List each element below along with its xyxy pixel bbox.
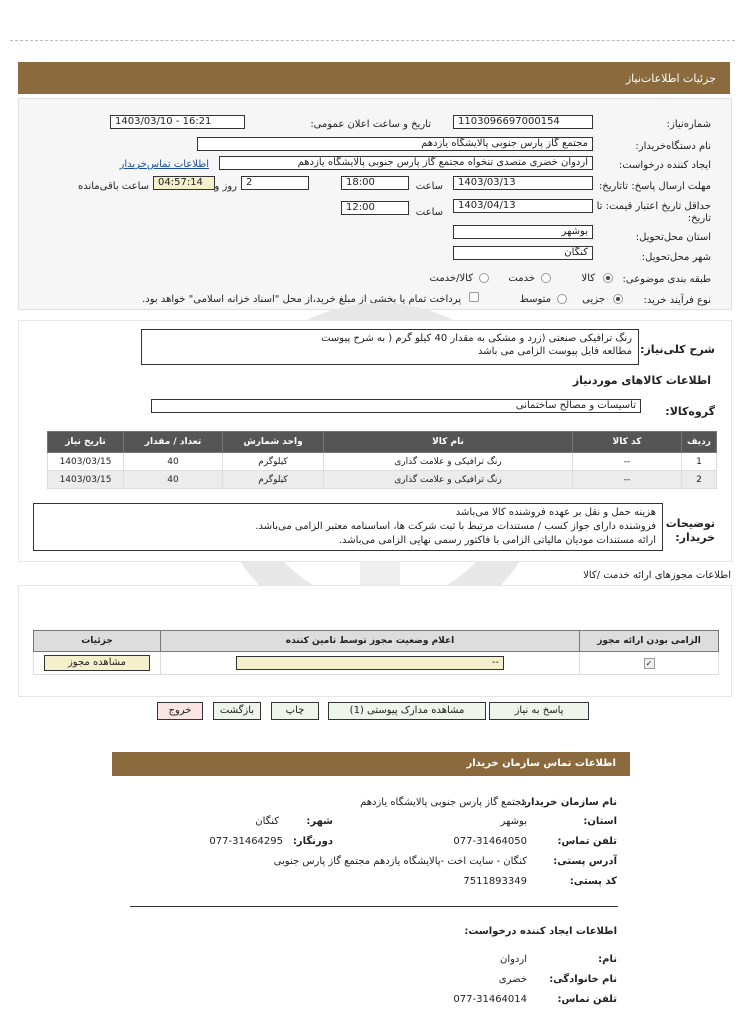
price-validity-label2: تاریخ: [687,213,711,224]
deadline-date-field: 1403/03/13 [453,176,593,190]
cell-unit: کیلوگرم [223,471,324,489]
buyer-notes-label: توضیحات [665,517,715,530]
city-field: کنگان [453,246,593,260]
contact-address-value: کنگان - سایت اخت -پالایشگاه یازدهم مجتمع گاز پارس جنوبی [273,856,527,867]
category-option-service: خدمت [508,273,535,284]
category-option-both: کالا/خدمت [429,273,473,284]
contact-header-title: اطلاعات تماس سازمان خریدار [466,758,616,769]
buyer-org-field: مجتمع گاز پارس جنوبی پالایشگاه یازدهم [197,137,593,151]
buyer-note-3: ارائه مستندات مودیان مالیاتی الزامی با فاکتور رسمی نهایی الزامی می‌باشد. [338,535,656,546]
page-title: جزئیات اطلاعات‌نیاز [625,72,716,85]
province-field: بوشهر [453,225,593,239]
permit-required-checkbox: ✓ [644,658,655,669]
need-number-field: 1103096697000154 [453,115,593,129]
permits-table [33,630,719,675]
contact-phone-value: 077-31464050 [453,836,527,847]
cell-unit: کیلوگرم [223,453,324,471]
announce-label: تاریخ و ساعت اعلان عمومی: [310,119,431,130]
need-info-panel [18,98,732,310]
process-radio-minor[interactable] [613,294,623,304]
price-validity-time-field: 12:00 [341,201,409,215]
permits-panel [18,585,732,697]
col-name: نام کالا [324,432,573,453]
creator-field: اردوان خضری متصدی تنخواه مجتمع گاز پارس جنوبی پالایشگاه یازدهم [219,156,593,170]
table-row [48,471,717,489]
col-unit: واحد شمارش [223,432,324,453]
col-code: کد کالا [573,432,682,453]
buyer-note-1: هزینه حمل و نقل بر عهده فروشنده کالا می‌باشد [455,507,656,518]
goods-table [47,431,717,489]
days-field: 2 [241,176,309,190]
province-label: استان محل‌تحویل: [635,232,711,243]
col-permit-details: جزئیات [34,631,161,652]
permits-table-header [34,631,719,652]
cell-row: 1 [682,453,717,471]
permit-status-field: -- [236,656,504,670]
cell-code: -- [573,471,682,489]
buyer-notes-label-2: خریدار: [675,531,715,544]
col-permit-required: الزامی بودن ارائه مجوز [580,631,719,652]
page-header [18,62,730,94]
summary-label: شرح کلی‌نیاز: [640,343,715,356]
creator-name-label: نام: [598,954,617,965]
back-button[interactable]: بازگشت [213,702,261,720]
category-radio-goods[interactable] [603,273,613,283]
contact-province-label: استان: [583,816,617,827]
creator-name-value: اردوان [499,954,527,965]
cell-name: رنگ ترافیکی و علامت گذاری [324,453,573,471]
contact-divider [130,906,618,907]
buyer-org-label: نام دستگاه‌خریدار: [635,141,711,152]
price-validity-time-label: ساعت [415,207,443,218]
creator-phone-label: تلفن تماس: [557,994,617,1005]
announce-field: 1403/03/10 - 16:21 [110,115,245,129]
creator-family-value: خضری [498,974,527,985]
goods-table-header [48,432,717,453]
deadline-time-field: 18:00 [341,176,409,190]
price-validity-date-field: 1403/04/13 [453,199,593,213]
cell-permit-required [580,652,719,675]
contact-header [112,752,630,776]
goods-group-field: تاسیسات و مصالح ساختمانی [151,399,641,413]
table-row [34,652,719,675]
summary-line-2: مطالعه فایل پیوست الزامی می باشد [477,346,632,357]
category-option-goods: کالا [581,273,595,284]
exit-button[interactable]: خروج [157,702,203,720]
reply-button[interactable]: پاسخ به نیاز [489,702,589,720]
contact-fax-label: دورنگار: [292,836,333,847]
goods-info-label: اطلاعات کالاهای موردنیاز [572,374,711,387]
contact-city-label: شهر: [306,816,333,827]
cell-date: 1403/03/15 [48,453,124,471]
contact-postal-label: کد پستی: [569,876,617,887]
process-option-minor: جزیی [582,294,605,305]
city-label: شهر محل‌تحویل: [641,252,711,263]
buyer-contact-link[interactable]: اطلاعات تماس‌خریدار [119,159,209,170]
price-validity-label: حداقل تاریخ اعتبار قیمت: تا [596,201,711,212]
cell-qty: 40 [124,471,223,489]
contact-address-label: آدرس پستی: [553,856,617,867]
goods-group-label: گروه‌کالا: [665,405,715,418]
col-permit-status: اعلام وضعیت مجوز توسط تامین کننده [161,631,580,652]
remaining-time-field: 04:57:14 [153,176,215,190]
cell-row: 2 [682,471,717,489]
category-radio-both[interactable] [479,273,489,283]
treasury-payment-note: پرداخت تمام یا بخشی از مبلغ خرید،از محل "اسناد خزانه اسلامی" خواهد بود. [142,294,461,305]
process-option-medium: متوسط [519,294,551,305]
contact-org-value: مجتمع گاز پارس جنوبی پالایشگاه یازدهم [360,797,527,808]
cell-permit-details [34,652,161,675]
print-button[interactable]: چاپ [271,702,319,720]
cell-qty: 40 [124,453,223,471]
cell-name: رنگ ترافیکی و علامت گذاری [324,471,573,489]
buyer-note-2: فروشنده دارای جواز کسب / مستندات مرتبط با ثبت شرکت ها، اساسنامه معتبر الزامی می‌باشد. [255,521,656,532]
contact-province-value: بوشهر [500,816,527,827]
deadline-time-label: ساعت [415,181,443,192]
top-divider [10,40,735,41]
creator-family-label: نام خانوادگی: [549,974,617,985]
remaining-label: ساعت باقی‌مانده [77,181,149,192]
col-row: ردیف [682,432,717,453]
contact-city-value: کنگان [255,816,279,827]
permits-title: اطلاعات مجوزهای ارائه خدمت /کالا [583,570,731,581]
cell-code: -- [573,453,682,471]
category-radio-service[interactable] [541,273,551,283]
summary-box [141,329,639,365]
process-label: نوع فرآیند خرید: [643,295,711,306]
contact-phone-label: تلفن تماس: [557,836,617,847]
contact-postal-value: 7511893349 [463,876,527,887]
creator-phone-value: 077-31464014 [453,994,527,1005]
view-permit-button[interactable]: مشاهده مجوز [44,655,150,671]
days-label: روز و [214,181,237,192]
table-row [48,453,717,471]
cell-date: 1403/03/15 [48,471,124,489]
deadline-label: مهلت ارسال پاسخ: تاتاریخ: [598,181,711,192]
col-date: تاریخ نیاز [48,432,124,453]
summary-line-1: رنگ ترافیکی صنعتی (زرد و مشکی به مقدار 40 کیلو گرم ( به شرح پیوست [321,333,632,344]
contact-fax-value: 077-31464295 [209,836,283,847]
cell-permit-status [161,652,580,675]
category-label: طبقه بندی موضوعی: [622,274,711,285]
details-panel [18,320,732,562]
contact-org-label: نام سازمان خریدار: [521,797,617,808]
attachments-button[interactable]: مشاهده مدارک پیوستی (1) [328,702,486,720]
creator-section-header: اطلاعات ایجاد کننده درخواست: [464,926,617,937]
process-radio-medium[interactable] [557,294,567,304]
creator-label: ایجاد کننده درخواست: [618,160,711,171]
buyer-notes-box [33,503,663,551]
need-number-label: شماره‌نیاز: [666,119,711,130]
col-qty: تعداد / مقدار [124,432,223,453]
